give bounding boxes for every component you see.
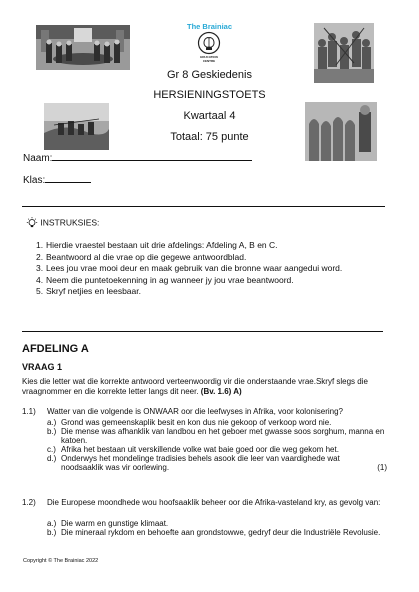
brain-logo-icon xyxy=(197,31,221,55)
option-b[interactable] xyxy=(47,528,387,537)
option-label: a.) xyxy=(47,519,57,528)
item-text: Beantwoord al die vrae op die gegewe antwoordblad. xyxy=(46,251,247,262)
option-text: Onderwys het mondelinge tradisies behels asook die leer van vaardighede wat noodsaaklik was vir oorlewing. xyxy=(61,454,340,472)
list-item xyxy=(36,252,371,263)
name-label: Naam: xyxy=(23,153,53,164)
option-label: a.) xyxy=(47,418,57,427)
copyright: Copyright © The Brainiac 2022 xyxy=(23,558,99,564)
item-number: 2. xyxy=(36,251,44,262)
option-d[interactable] xyxy=(47,454,387,472)
option-label: d.) xyxy=(47,454,57,463)
term-title: Kwartaal 4 xyxy=(183,110,236,122)
option-text: Grond was gemeenskaplik besit en kon dus nie gekoop of verkoop word nie. xyxy=(61,418,332,427)
option-label: b.) xyxy=(47,528,57,537)
instructions-heading xyxy=(26,217,99,229)
section-title: AFDELING A xyxy=(22,343,89,355)
lightbulb-icon xyxy=(26,217,38,229)
test-title: HERSIENINGSTOETS xyxy=(153,89,266,101)
option-text: Die mense was afhanklik van landbou en het geboer met gwasse soos sorghum, manna en katoen. xyxy=(61,427,385,445)
options-list xyxy=(47,519,387,537)
question-number: 1.1) xyxy=(22,407,36,416)
class-field[interactable] xyxy=(23,175,91,186)
options-list xyxy=(47,418,387,472)
instructions-heading-text: INSTRUKSIES: xyxy=(40,217,100,228)
option-c[interactable] xyxy=(47,445,387,454)
option-a[interactable] xyxy=(47,418,387,427)
list-item xyxy=(36,286,371,297)
question-text: Die Europese moondhede wou hoofsaaklik beheer oor die Afrika-vasteland kry, as gevolg van: xyxy=(47,498,381,507)
item-number: 4. xyxy=(36,274,44,285)
list-item xyxy=(36,240,371,251)
list-item xyxy=(36,275,371,286)
logo-caption-line: CENTRE xyxy=(202,58,216,63)
option-a[interactable] xyxy=(47,519,387,528)
class-label: Klas: xyxy=(23,175,46,186)
class-underline[interactable] xyxy=(45,182,91,183)
item-number: 1. xyxy=(36,240,44,250)
total-marks: Totaal: 75 punte xyxy=(170,131,249,143)
option-b[interactable] xyxy=(47,427,387,445)
option-text: Afrika het bestaan uit verskillende volke wat baie goed oor die weg gekom het. xyxy=(61,445,339,454)
intro-example: (Bv. 1.6) A) xyxy=(200,387,242,396)
option-label: b.) xyxy=(47,427,57,436)
question-number: 1.2) xyxy=(22,498,36,507)
subject-title: Gr 8 Geskiedenis xyxy=(167,69,252,81)
brand-name: The Brainiac xyxy=(186,22,232,31)
mark-allocation: (1) xyxy=(377,463,387,472)
logo-caption xyxy=(185,56,233,63)
intro-text: Kies die letter wat die korrekte antwoord verteenwoordig vir die onderstaande vrae.Skryf slegs die vraagnommer en die korrekte letter langs dit neer. xyxy=(22,377,368,396)
name-field[interactable] xyxy=(23,153,252,164)
option-text: Die mineraal rykdom en behoefte aan grondstowwe, gedryf deur die Industriële Revolusie. xyxy=(61,528,381,537)
question-title: VRAAG 1 xyxy=(22,362,63,372)
name-underline[interactable] xyxy=(52,160,252,161)
item-text: Neem die puntetoekenning in ag wanneer jy jou vrae beantwoord. xyxy=(46,274,294,285)
item-text: Skryf netjies en leesbaar. xyxy=(46,286,141,296)
berlin-conference-photo xyxy=(36,25,130,70)
item-number: 5. xyxy=(36,286,44,296)
item-number: 3. xyxy=(36,263,44,273)
instructions-list xyxy=(36,240,371,298)
divider xyxy=(22,206,385,207)
option-text: Die warm en gunstige klimaat. xyxy=(61,519,169,528)
item-text: Hierdie vraestel bestaan uit drie afdelings: Afdeling A, B en C. xyxy=(46,240,278,250)
question-text: Watter van die volgende is ONWAAR oor die leefwyses in Afrika, voor kolonisering? xyxy=(47,407,343,416)
list-item xyxy=(36,263,371,274)
option-label: c.) xyxy=(47,445,56,454)
item-text: Lees jou vrae mooi deur en maak gebruik van die bronne waar aangedui word. xyxy=(46,263,343,273)
logo-caption-line: EDUCATION xyxy=(200,55,218,59)
divider xyxy=(22,331,383,332)
question-intro xyxy=(22,377,397,397)
